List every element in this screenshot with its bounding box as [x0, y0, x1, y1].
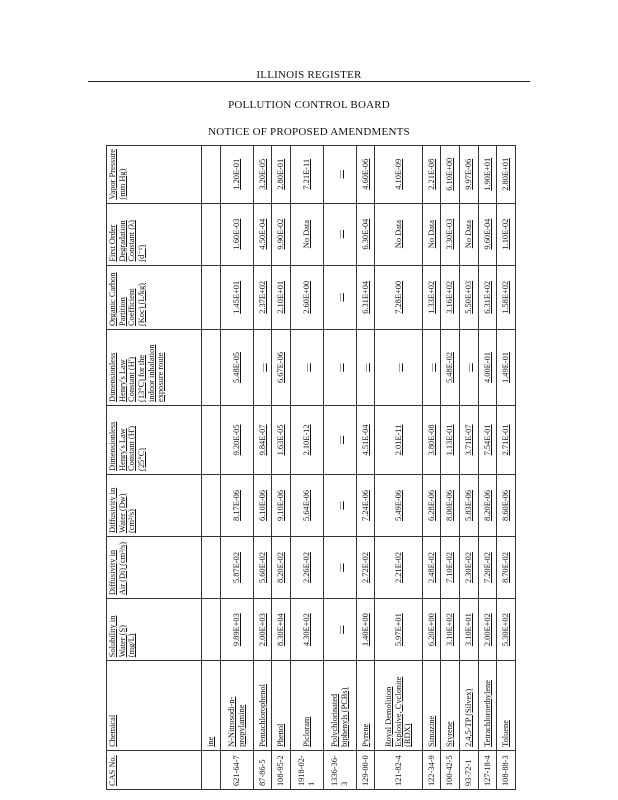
table-cell-h13: 5.48E-05 — [220, 330, 253, 406]
table-cell-cas: 122-34-9 — [422, 750, 441, 789]
table-cell-koc: 2.37E+02 — [253, 265, 272, 329]
table-cell-cas: 108-88-3 — [497, 750, 516, 789]
table-cell-lambda: 9.90E-02 — [272, 203, 291, 265]
table-cell-cas: 100-42-5 — [441, 750, 460, 789]
col-header-henry-13: Dimensionless Henry's Law Constant (H') (13°C) for the indoor inhalation exposure route — [107, 330, 202, 406]
table-cell-koc: 3.16E+02 — [441, 265, 460, 329]
table-cell-di — [202, 537, 221, 599]
table-cell-cas: 1918-02-1 — [290, 750, 323, 789]
table-cell-h13: — — [375, 330, 422, 406]
table-cell-h25: 4.51E-04 — [356, 405, 375, 474]
table-cell-lambda: — — [323, 203, 356, 265]
table-cell-koc: 5.50E+03 — [459, 265, 478, 329]
table-row — [356, 146, 375, 790]
table-cell-h13: — — [290, 330, 323, 406]
table-cell-vp: 4.10E-09 — [375, 146, 422, 204]
table-cell-h25: 3.71E-07 — [459, 405, 478, 474]
table-cell-s: 9.89E+03 — [220, 599, 253, 661]
table-cell-dw — [202, 474, 221, 536]
table-row — [253, 146, 272, 790]
table-cell-cas: 87-86-5 — [253, 750, 272, 789]
table-cell-di: 7.10E-02 — [441, 537, 460, 599]
table-cell-koc: 7.28E+00 — [375, 265, 422, 329]
table-cell-h25: 2.10E-12 — [290, 405, 323, 474]
col-header-solubility: Solubility in Water (S) (mg/L) — [107, 599, 202, 661]
table-cell-h13: — — [459, 330, 478, 406]
board-title: POLLUTION CONTROL BOARD — [228, 99, 390, 111]
table-cell-lambda: 1.10E-02 — [497, 203, 516, 265]
col-header-cas: CAS No. — [107, 750, 202, 789]
table-cell-cas: 121-82-4 — [375, 750, 422, 789]
table-row — [422, 146, 441, 790]
notice-title: NOTICE OF PROPOSED AMENDMENTS — [208, 126, 410, 138]
table-cell-h25: 2.71E-01 — [497, 405, 516, 474]
table-cell-h13: — — [253, 330, 272, 406]
table-cell-di: 2.72E-02 — [356, 537, 375, 599]
table-cell-lambda: 4.50E-04 — [253, 203, 272, 265]
table-row — [375, 146, 422, 790]
table-wrapper — [106, 145, 516, 790]
table-cell-vp: 3.20E-05 — [253, 146, 272, 204]
table-cell-h25: 9.84E-07 — [253, 405, 272, 474]
table-row — [459, 146, 478, 790]
table-cell-di: 2.21E-02 — [375, 537, 422, 599]
table-cell-di: 2.26E-02 — [290, 537, 323, 599]
table-cell-dw: 8.20E-06 — [478, 474, 497, 536]
table-cell-di: — — [323, 537, 356, 599]
table-cell-dw: 9.10E-06 — [272, 474, 291, 536]
table-cell-lambda: 9.60E-04 — [478, 203, 497, 265]
col-header-henry-25: Dimensionless Henry's Law Constant (H') (25°C) — [107, 405, 202, 474]
table-cell-s: — — [323, 599, 356, 661]
table-cell-lambda: 1.60E-03 — [220, 203, 253, 265]
table-cell-h25: — — [323, 405, 356, 474]
table-cell-dw: 5.49E-06 — [375, 474, 422, 536]
col-header-koc: Organic Carbon Partition Coefficient (Koc) (L/kg) — [107, 265, 202, 329]
table-row — [202, 146, 221, 790]
table-row — [323, 146, 356, 790]
table-cell-s: 2.00E+03 — [253, 599, 272, 661]
table-cell-h13: 4.00E-01 — [478, 330, 497, 406]
table-row — [478, 146, 497, 790]
table-cell-di: 5.87E-02 — [220, 537, 253, 599]
table-cell-h13: — — [422, 330, 441, 406]
table-cell-di: 2.48E-02 — [422, 537, 441, 599]
table-cell-di: 5.60E-02 — [253, 537, 272, 599]
table-cell-cas: 127-18-4 — [478, 750, 497, 789]
table-cell-h13: — — [356, 330, 375, 406]
col-header-chemical: Chemical — [107, 661, 202, 751]
table-cell-vp: 1.90E+01 — [478, 146, 497, 204]
table-cell-h13: — — [323, 330, 356, 406]
table-cell-chemical: 2,4,5-TP (Silvex) — [459, 661, 478, 751]
table-row — [272, 146, 291, 790]
table-cell-h13: 1.49E-01 — [497, 330, 516, 406]
table-cell-h13: 6.67E-06 — [272, 330, 291, 406]
table-cell-cas: 93-72-1 — [459, 750, 478, 789]
table-cell-dw: 6.10E-06 — [253, 474, 272, 536]
table-cell-s: 3.10E+02 — [441, 599, 460, 661]
table-cell-h25: 1.13E-01 — [441, 405, 460, 474]
table-cell-s: 6.20E+00 — [422, 599, 441, 661]
table-cell-vp: 1.20E-01 — [220, 146, 253, 204]
table-cell-koc: 1.33E+02 — [422, 265, 441, 329]
table-row — [441, 146, 460, 790]
table-cell-s: 3.10E+01 — [459, 599, 478, 661]
table-cell-chemical: Styrene — [441, 661, 460, 751]
register-title: ILLINOIS REGISTER — [256, 69, 362, 81]
table-cell-chemical: Tetrachloroethylene — [478, 661, 497, 751]
table-cell-chemical: Polychlorinated biphenyls (PCBs) — [323, 661, 356, 751]
table-cell-h25: 7.54E-01 — [478, 405, 497, 474]
header-rule — [88, 81, 530, 82]
table-cell-lambda — [202, 203, 221, 265]
table-cell-vp — [202, 146, 221, 204]
table-cell-lambda: No Data — [375, 203, 422, 265]
table-cell-vp: 9.97E-06 — [459, 146, 478, 204]
col-header-diffusivity-air: Diffusivity in Air (Di) (cm²/s) — [107, 537, 202, 599]
table-cell-chemical: Simazine — [422, 661, 441, 751]
table-cell-chemical: Pyrene — [356, 661, 375, 751]
table-cell-di: 2.30E-02 — [459, 537, 478, 599]
table-cell-h25 — [202, 405, 221, 474]
table-cell-s: 4.30E+02 — [290, 599, 323, 661]
table-cell-dw: 8.60E-06 — [497, 474, 516, 536]
table-cell-s — [202, 599, 221, 661]
table-cell-vp: 2.80E-01 — [272, 146, 291, 204]
table-cell-dw: 8.00E-06 — [441, 474, 460, 536]
table-cell-h25: 2.01E-11 — [375, 405, 422, 474]
table-cell-h25: 1.63E-05 — [272, 405, 291, 474]
table-cell-lambda: 3.30E-03 — [441, 203, 460, 265]
table-cell-chemical: N-Nitrosodi-n-propylamine — [220, 661, 253, 751]
table-cell-koc: 1.45E+01 — [220, 265, 253, 329]
table-cell-koc: 6.31E+02 — [478, 265, 497, 329]
table-cell-cas: 108-95-2 — [272, 750, 291, 789]
table-cell-lambda: No Data — [290, 203, 323, 265]
col-header-degradation: First Order Degradation Constant (λ) (d⁻¹) — [107, 203, 202, 265]
table-cell-cas: 129-00-0 — [356, 750, 375, 789]
table-cell-dw: 5.64E-06 — [290, 474, 323, 536]
table-cell-dw: 6.28E-06 — [422, 474, 441, 536]
table-cell-lambda: No Data — [422, 203, 441, 265]
table-cell-chemical: Royal Demolition Explosive, Cyclonite (RDX) — [375, 661, 422, 751]
table-cell-di: 8.70E-02 — [497, 537, 516, 599]
table-cell-dw: 8.17E-06 — [220, 474, 253, 536]
table-cell-vp: 6.10E+00 — [441, 146, 460, 204]
table-cell-vp: 7.21E-11 — [290, 146, 323, 204]
table-cell-h25: 9.20E-05 — [220, 405, 253, 474]
table-cell-chemical: Picloram — [290, 661, 323, 751]
table-cell-s: 8.30E+04 — [272, 599, 291, 661]
table-cell-koc: — — [323, 265, 356, 329]
table-cell-s: 5.97E+01 — [375, 599, 422, 661]
table-cell-dw: 7.24E-06 — [356, 474, 375, 536]
table-cell-vp: 2.80E+01 — [497, 146, 516, 204]
table-cell-di: 8.20E-02 — [272, 537, 291, 599]
table-cell-chemical: Phenol — [272, 661, 291, 751]
table-cell-chemical: Toluene — [497, 661, 516, 751]
table-cell-dw: — — [323, 474, 356, 536]
table-cell-vp: — — [323, 146, 356, 204]
table-cell-vp: 2.21E-08 — [422, 146, 441, 204]
table-cell-lambda: No Data — [459, 203, 478, 265]
col-header-diffusivity-water: Diffusivity in Water (Dw) (cm²/s) — [107, 474, 202, 536]
table-cell-h25: 3.80E-08 — [422, 405, 441, 474]
table-cell-koc: 1.58E+02 — [497, 265, 516, 329]
table-body — [202, 146, 516, 790]
col-header-vapor-pressure: Vapor Pressure (mm Hg) — [107, 146, 202, 204]
chemical-properties-table — [106, 145, 516, 790]
table-cell-cas: 1336-36-3 — [323, 750, 356, 789]
table-cell-chemical: ine — [202, 661, 221, 751]
table-cell-dw: 5.83E-06 — [459, 474, 478, 536]
table-cell-s: 1.40E+00 — [356, 599, 375, 661]
table-cell-cas — [202, 750, 221, 789]
table-cell-s: 5.30E+02 — [497, 599, 516, 661]
table-row — [497, 146, 516, 790]
table-cell-chemical: Pentachlorophenol — [253, 661, 272, 751]
table-cell-vp: 4.60E-06 — [356, 146, 375, 204]
table-cell-koc: 2.10E+01 — [272, 265, 291, 329]
table-cell-h13: 5.48E-02 — [441, 330, 460, 406]
table-cell-koc — [202, 265, 221, 329]
table-cell-koc: 2.60E+00 — [290, 265, 323, 329]
table-row — [220, 146, 253, 790]
table-cell-lambda: 6.30E-04 — [356, 203, 375, 265]
table-cell-h13 — [202, 330, 221, 406]
table-cell-koc: 6.31E+04 — [356, 265, 375, 329]
table-row — [290, 146, 323, 790]
table-cell-cas: 621-64-7 — [220, 750, 253, 789]
table-cell-s: 2.00E+02 — [478, 599, 497, 661]
table-header-row — [107, 146, 202, 790]
table-cell-di: 7.20E-02 — [478, 537, 497, 599]
